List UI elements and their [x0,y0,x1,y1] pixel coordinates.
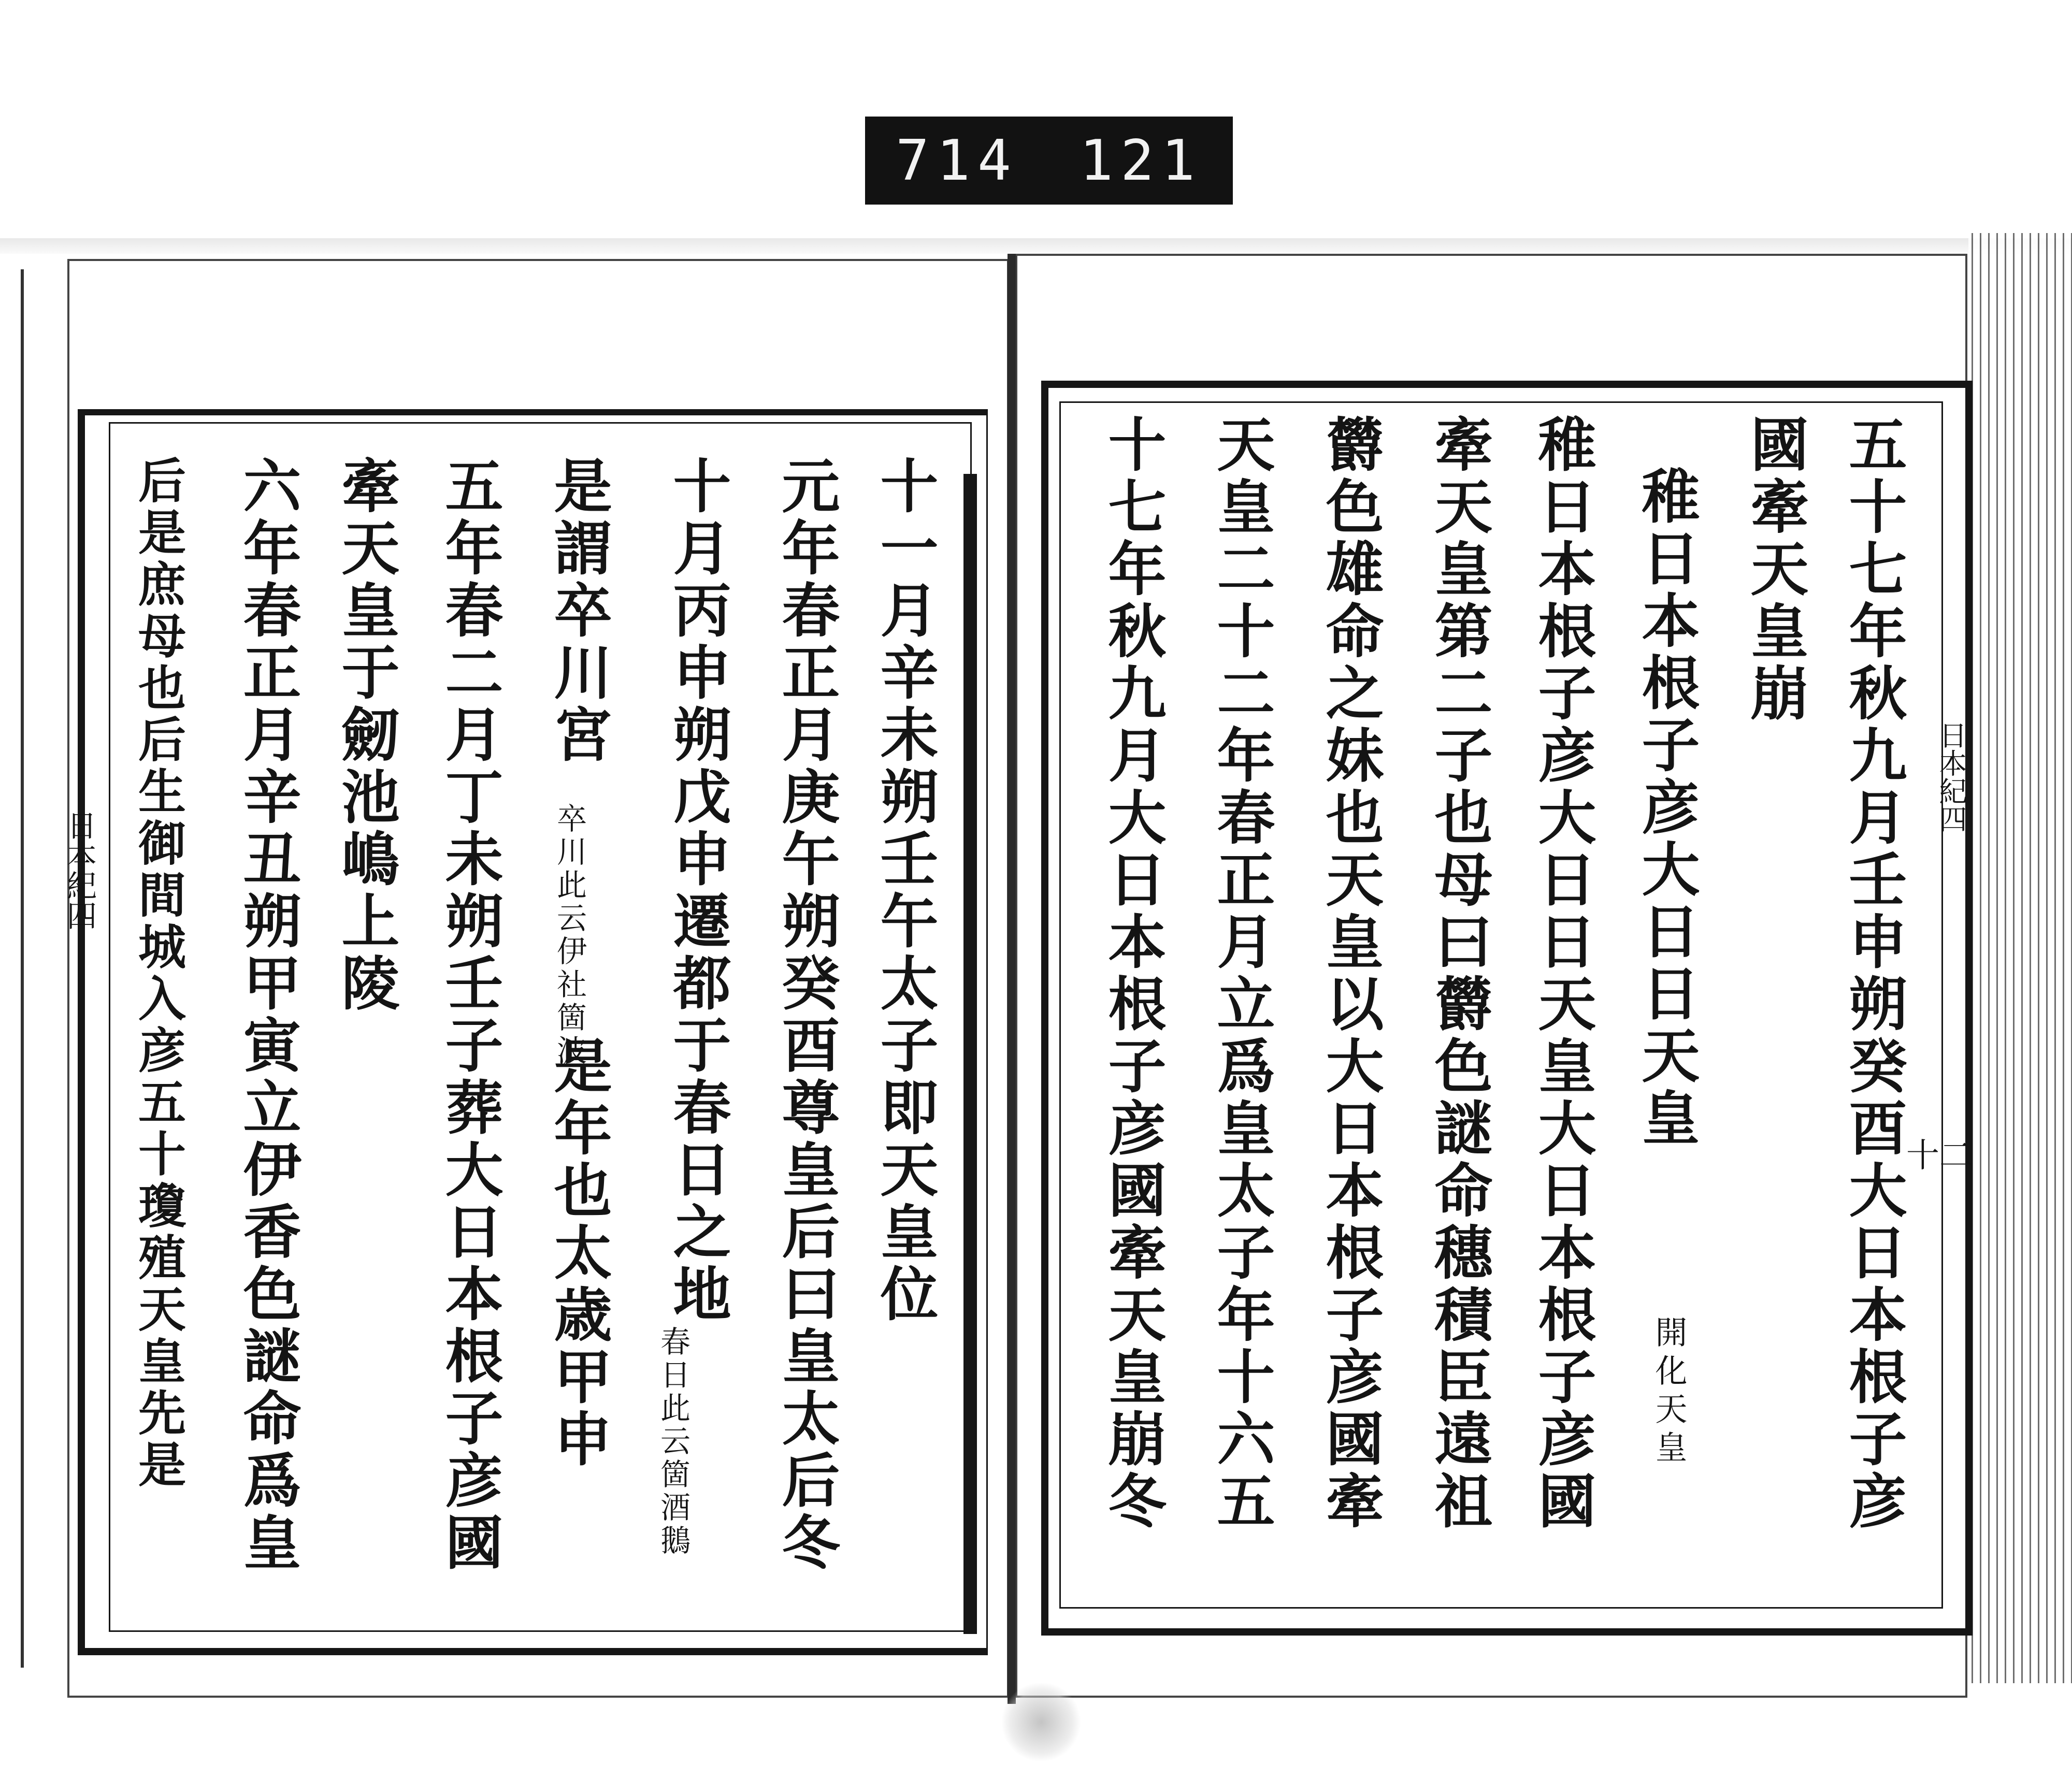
scan-smudge [1000,1683,1083,1761]
text-column: 稚日本根子彦大日日天皇 [1632,466,1700,1150]
text-column: 天皇二十二年春正月立爲皇太子年十六五 [1207,414,1275,1533]
folio-number: 十二 [1906,1137,1973,1175]
scan-left-margin [0,269,24,1668]
left-margin-title: 日本紀四 [62,810,97,930]
text-column: 欝色雄命之妹也天皇以大日本根子彦國牽 [1316,414,1384,1533]
text-column: 十一月辛未朔壬午太子即天皇位 [871,456,939,1326]
right-page-inner-border [1059,401,1943,1609]
film-frame-number: 121 [1079,128,1203,193]
text-column: 十月丙申朔戊申遷都于春日之地 [664,456,731,1326]
annotation-column: 卒川此云伊社箇波 [552,803,587,1068]
film-reel-number: 714 [895,128,1019,193]
text-column: 國牽天皇崩 [1741,414,1809,725]
text-column: 五年春二月丁未朔壬子葬大日本根子彦國 [436,456,503,1574]
text-column: 是年也太歳甲申 [544,1036,612,1471]
text-column: 六年春正月辛丑朔甲寅立伊香色謎命爲皇 [234,456,301,1574]
text-column: 稚日本根子彦大日日天皇大日本根子彦國 [1529,414,1596,1533]
annotation-column: 春日此云箇酒鵝 [655,1326,690,1558]
right-margin-title: 日本紀四 [1935,721,1967,833]
text-column: 元年春正月庚午朔癸酉尊皇后曰皇太后冬 [772,456,840,1574]
text-column: 牽天皇第二子也母曰欝色謎命穗積臣遠祖 [1425,414,1493,1533]
scan-top-margin [0,238,2072,254]
microfilm-label [865,117,1233,205]
emperor-name-note: 開化天皇 [1650,1315,1688,1469]
book-gutter [1008,254,1016,1704]
book-page-edges [1968,233,2072,1683]
text-column: 十七年秋九月大日本根子彦國牽天皇崩冬 [1099,414,1167,1533]
text-column: 五十七年秋九月壬申朔癸酉大日本根子彦 [1839,414,1907,1533]
text-column: 是謂卒川宮 [544,456,612,766]
left-column-rule [963,474,977,1634]
text-column: 牽天皇于劒池嶋上陵 [332,456,400,1015]
text-column: 后是庶母也后生御間城入彦五十瓊殖天皇先是 [131,456,186,1492]
